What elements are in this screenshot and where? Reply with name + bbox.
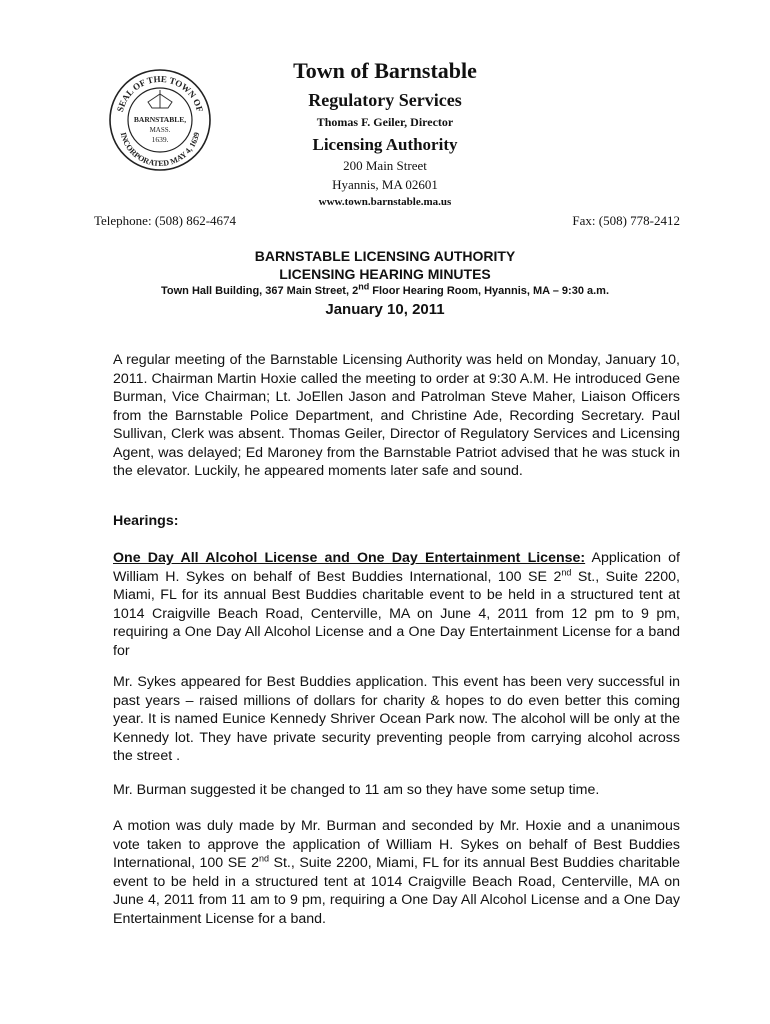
website-link[interactable]: www.town.barnstable.ma.us — [318, 196, 452, 208]
burman-paragraph: Mr. Burman suggested it be changed to 11 am so they have some setup time. — [113, 782, 600, 798]
svg-text:INCORPORATED MAY 4, 1639: INCORPORATED MAY 4, 1639 — [118, 131, 202, 169]
director-name: Thomas F. Geiler, Director — [316, 115, 454, 129]
svg-text:MASS.: MASS. — [149, 126, 171, 134]
svg-text:BARNSTABLE,: BARNSTABLE, — [133, 115, 187, 124]
document-heading-2: LICENSING HEARING MINUTES — [279, 266, 491, 282]
meeting-date: January 10, 2011 — [325, 301, 445, 318]
document-heading-1: BARNSTABLE LICENSING AUTHORITY — [254, 248, 516, 264]
motion-paragraph: A motion was duly made by Mr. Burman and seconded by Mr. Hoxie and a unanimous vote taken to approve the application of William H. Sykes on behalf of Best Buddies International, 100 SE 2nd St., Suite 2200, Miami, FL for its annual Best Buddies charitable event to be held in a structured tent at 1014 Craigville Beach Road, Centerville, MA on June 4, 2011 from 11 am to 9 pm, requiring a One Day All Alcohol License and a One Day Entertainment License for a band. — [113, 818, 680, 927]
sykes-paragraph: Mr. Sykes appeared for Best Buddies application. This event has been very successful in past years – raised millions of dollars for charity & hopes to do even better this coming year. It is named Eunice Kennedy Shriver Ocean Park now. The alcohol will be only at the Kennedy lot. They have private security preventing people from carrying alcohol across the street . — [113, 674, 680, 764]
address-line-1: 200 Main Street — [343, 158, 427, 173]
department-name: Regulatory Services — [308, 90, 462, 110]
hearing-item-title: One Day All Alcohol License and One Day Entertainment License: — [113, 550, 586, 566]
telephone-number: Telephone: (508) 862-4674 — [94, 213, 237, 228]
meeting-location: Town Hall Building, 367 Main Street, 2nd Floor Hearing Room, Hyannis, MA – 9:30 a.m. — [160, 281, 610, 297]
address-line-2: Hyannis, MA 02601 — [332, 177, 438, 192]
town-name: Town of Barnstable — [293, 58, 477, 83]
fax-number: Fax: (508) 778-2412 — [572, 213, 680, 228]
svg-text:1639.: 1639. — [151, 135, 169, 144]
intro-paragraph: A regular meeting of the Barnstable Licensing Authority was held on Monday, January 10, 2011. Chairman Martin Hoxie called the meeting to order at 9:30 A.M. He introduced Gene Burman, Vice Chairman; Lt. JoEllen Jason and Patrolman Steve Maher, Liaison Officers from the Barnstable Police Department, and Christine Ade, Recording Secretary. Paul Sullivan, Clerk was absent. Thomas Geiler, Director of Regulatory Services and Licensing Agent, was delayed; Ed Maroney from the Barnstable Patriot advised that he was stuck in the elevator. Luckily, he appeared moments later safe and sound. — [113, 352, 680, 479]
hearing-item-paragraph: One Day All Alcohol License and One Day Entertainment License: Application of William H. Sykes on behalf of Best Buddies International, 100 SE 2nd St., Suite 2200, Miami, FL for its annual Best Buddies charitable event to be held in a structured tent at 1014 Craigville Beach Road, Centerville, MA on June 4, 2011 from 12 pm to 9 pm, requiring a One Day All Alcohol License and a One Day Entertainment License for a band for — [113, 550, 680, 659]
authority-name: Licensing Authority — [312, 135, 458, 154]
svg-text:SEAL OF THE TOWN OF: SEAL OF THE TOWN OF — [114, 73, 206, 113]
hearings-label: Hearings: — [113, 513, 179, 529]
